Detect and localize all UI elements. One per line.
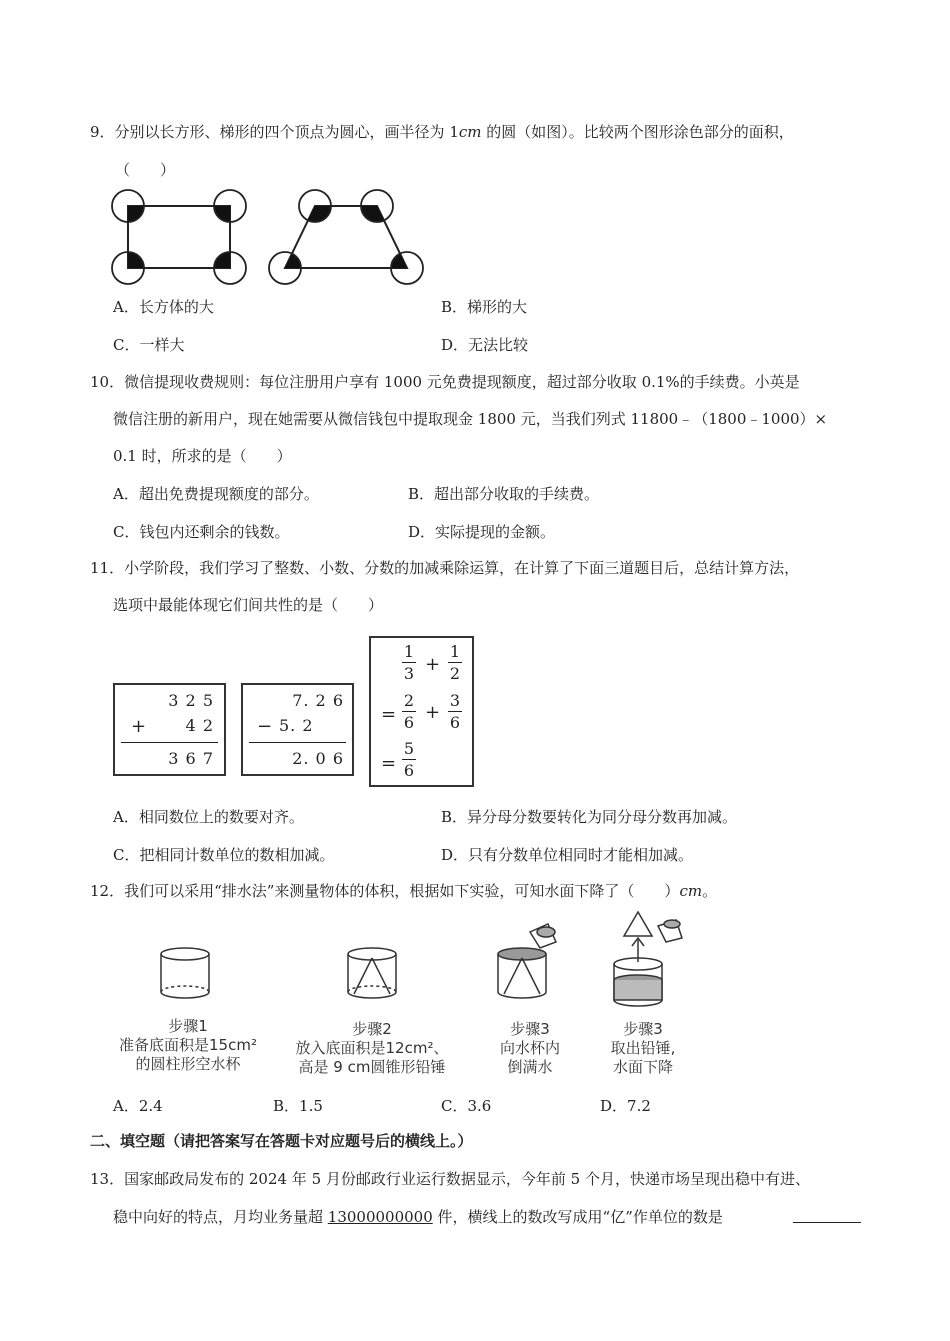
calc1-operator: + <box>131 716 147 737</box>
q9-stem: 9．分别以长方形、梯形的四个顶点为圆心，画半径为 1cm 的圆（如图）。比较两个图形涂色部分的面积， <box>90 123 794 141</box>
plus-sign: + <box>425 654 441 675</box>
cone-icon <box>624 912 652 936</box>
q10-option-c[interactable]: C．钱包内还剩余的钱数。 <box>113 523 290 541</box>
cup-with-cone-icon <box>348 948 396 998</box>
q12-option-a[interactable]: A．2.4 <box>113 1097 163 1115</box>
rectangle-shape <box>128 206 230 268</box>
cup-filled-water-icon <box>498 948 546 998</box>
calc1-row1: 3 2 5 <box>168 691 214 710</box>
q9-option-c[interactable]: C．一样大 <box>113 336 185 354</box>
q11-stem-line2: 选项中最能体现它们间共性的是（ ） <box>113 596 384 614</box>
step2-caption: 步骤2 放入底面积是12cm²、 高是 9 cm圆锥形铅锤 <box>295 1020 449 1076</box>
equals-sign: = <box>381 704 397 725</box>
q9-answer-paren: （ ） <box>115 161 176 179</box>
fraction-3-6: 3 6 <box>449 691 461 732</box>
q10-stem-line1: 10．微信提现收费规则：每位注册用户享有 1000 元免费提现额度，超过部分收取 0.1%的手续费。小英是 <box>90 373 800 391</box>
fraction-2-6: 2 6 <box>403 691 415 732</box>
section-2-title: 二、填空题（请把答案写在答题卡对应题号后的横线上。） <box>90 1132 473 1150</box>
q12-option-b[interactable]: B．1.5 <box>273 1097 323 1115</box>
trapezoid-shape <box>285 206 407 268</box>
step4-caption: 步骤3 取出铅锤, 水面下降 <box>610 1020 676 1076</box>
beaker-icon <box>658 920 682 942</box>
q10-option-d[interactable]: D．实际提现的金额。 <box>408 523 556 541</box>
empty-cup-icon <box>161 948 209 998</box>
calc2-divider <box>249 742 346 743</box>
calc2-row2: 5. 2 <box>279 716 314 735</box>
fraction-5-6: 5 6 <box>403 739 415 780</box>
calc2-result: 2. 0 6 <box>292 749 344 768</box>
pouring-beaker-icon <box>530 924 556 948</box>
q10-option-a[interactable]: A．超出免费提现额度的部分。 <box>113 485 319 503</box>
q12-option-c[interactable]: C．3.6 <box>441 1097 492 1115</box>
q12-stem: 12．我们可以采用“排水法”来测量物体的体积，根据如下实验，可知水面下降了（ ）cm。 <box>90 882 718 900</box>
integer-addition-box <box>113 683 226 776</box>
calc2-row1: 7. 2 6 <box>292 691 344 710</box>
q11-option-a[interactable]: A．相同数位上的数要对齐。 <box>113 808 304 826</box>
calc1-divider <box>121 742 218 743</box>
trap-shaded-corner <box>307 206 331 222</box>
step3-caption: 步骤3 向水杯内 倒满水 <box>499 1020 560 1076</box>
q10-stem-line3: 0.1 时，所求的是（ ） <box>113 447 292 465</box>
q12-experiment-figure <box>110 910 700 1010</box>
fraction-1-2: 1 2 <box>449 642 461 683</box>
calc2-operator: − <box>257 716 273 737</box>
q9-figure <box>110 188 430 288</box>
q11-option-d[interactable]: D．只有分数单位相同时才能相加减。 <box>441 846 694 864</box>
cup-water-lowered-icon <box>614 938 662 1006</box>
q11-option-c[interactable]: C．把相同计数单位的数相加减。 <box>113 846 335 864</box>
q12-option-d[interactable]: D．7.2 <box>600 1097 651 1115</box>
q13-answer-blank[interactable] <box>793 1207 861 1223</box>
trap-shaded-corner <box>361 206 385 222</box>
underlined-number: 13000000000 <box>327 1208 433 1226</box>
q13-stem-line1: 13．国家邮政局发布的 2024 年 5 月份邮政行业运行数据显示，今年前 5 个月，快递市场呈现出稳中有进、 <box>90 1170 810 1188</box>
calc1-row2: 4 2 <box>185 716 214 735</box>
step1-caption: 步骤1 准备底面积是15cm² 的圆柱形空水杯 <box>119 1017 257 1073</box>
q11-stem-line1: 11．小学阶段，我们学习了整数、小数、分数的加减乘除运算，在计算了下面三道题目后，总结计算方法， <box>90 559 800 577</box>
q11-option-b[interactable]: B．异分母分数要转化为同分母分数再加减。 <box>441 808 738 826</box>
q9-option-b[interactable]: B．梯形的大 <box>441 298 528 316</box>
q10-stem-line2: 微信注册的新用户，现在她需要从微信钱包中提取现金 1800 元，当我们列式 11800﹣（1800﹣1000）× <box>113 410 828 428</box>
fraction-1-3: 1 3 <box>403 642 415 683</box>
q9-option-a[interactable]: A．长方体的大 <box>113 298 214 316</box>
fraction-addition-box <box>369 636 474 787</box>
q13-stem-line2: 稳中向好的特点，月均业务量超 13000000000 件，横线上的数改写成用“亿”作单位的数是 <box>113 1208 723 1226</box>
calc1-result: 3 6 7 <box>168 749 214 768</box>
decimal-subtraction-box <box>241 683 354 776</box>
q9-option-d[interactable]: D．无法比较 <box>441 336 529 354</box>
q10-option-b[interactable]: B．超出部分收取的手续费。 <box>408 485 600 503</box>
plus-sign: + <box>425 702 441 723</box>
equals-sign: = <box>381 753 397 774</box>
